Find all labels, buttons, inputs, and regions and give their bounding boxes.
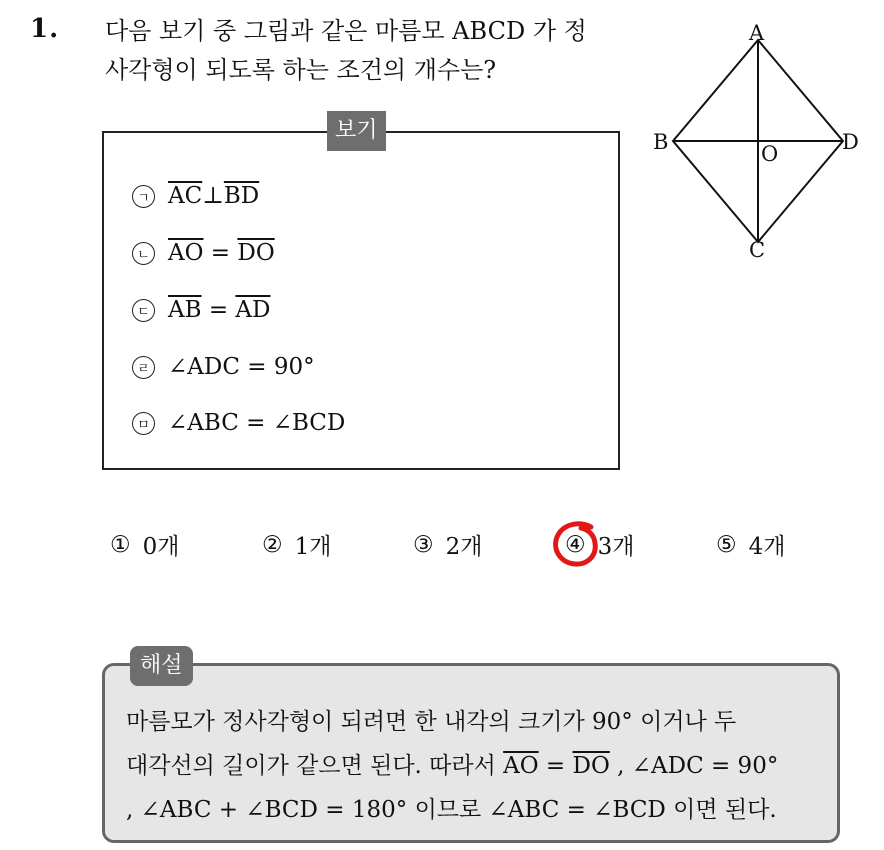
explanation-line-2-start: 대각선의 길이가 같으면 된다. 따라서	[126, 753, 504, 779]
choice-label: 3개	[597, 534, 635, 560]
equals-sign: =	[538, 753, 573, 779]
rhombus-figure	[648, 20, 868, 265]
angle-abc-bcd-condition: ∠ABC = ∠BCD	[168, 410, 346, 436]
choice-number: ③	[413, 531, 434, 558]
choice-1[interactable]	[110, 528, 179, 561]
choice-2[interactable]	[262, 528, 331, 561]
choice-label: 1개	[294, 534, 332, 560]
bogi-item-marker: ㅁ	[132, 412, 155, 435]
center-label-o: O	[761, 142, 779, 166]
bogi-item-1	[132, 183, 259, 209]
vertex-label-b: B	[653, 130, 669, 154]
bogi-item-5	[132, 410, 345, 436]
bogi-item-marker: ㄱ	[132, 185, 155, 208]
choice-number: ④	[565, 531, 586, 558]
segment-ao: $\overline{AO}$	[168, 240, 204, 266]
segment-ac: $\overline{AC}$	[168, 183, 203, 209]
explanation-text	[126, 700, 832, 832]
choice-number: ⑤	[716, 531, 737, 558]
explanation-line-3: , ∠ABC + ∠BCD = 180° 이므로 ∠ABC = ∠BCD 이면 된다.	[126, 797, 777, 823]
question-line-2: 사각형이 되도록 하는 조건의 개수는?	[105, 56, 497, 84]
equals-sign: =	[203, 240, 238, 266]
explanation-line-2	[126, 744, 832, 788]
bogi-item-marker: ㄴ	[132, 242, 155, 265]
choice-3[interactable]	[413, 528, 482, 561]
bogi-item-3	[132, 297, 270, 323]
explanation-label: 해설	[130, 646, 193, 686]
bogi-item-2	[132, 240, 275, 266]
question-text	[105, 12, 650, 90]
explanation-line-2-end: , ∠ADC = 90°	[609, 753, 779, 779]
equals-sign: =	[201, 297, 236, 323]
vertex-label-d: D	[842, 130, 859, 154]
segment-do: $\overline{DO}$	[572, 753, 610, 779]
choice-label: 4개	[748, 534, 786, 560]
vertex-label-c: C	[749, 238, 766, 262]
segment-ao: $\overline{AO}$	[503, 753, 539, 779]
vertex-label-a: A	[749, 21, 765, 45]
choice-4[interactable]	[565, 528, 634, 561]
question-number: 1.	[30, 14, 60, 44]
bogi-item-marker: ㄹ	[132, 356, 155, 379]
segment-do: $\overline{DO}$	[237, 240, 275, 266]
choice-5[interactable]	[716, 528, 785, 561]
bogi-item-4	[132, 354, 315, 380]
explanation-line-1: 마름모가 정사각형이 되려면 한 내각의 크기가 90° 이거나 두	[126, 709, 737, 735]
perpendicular-symbol: ⊥	[202, 183, 224, 209]
question-line-1: 다음 보기 중 그림과 같은 마름모 ABCD 가 정	[105, 17, 587, 45]
bogi-label: 보기	[327, 111, 386, 151]
choice-number: ①	[110, 531, 131, 558]
choice-label: 2개	[445, 534, 483, 560]
choice-number: ②	[262, 531, 283, 558]
choice-label: 0개	[142, 534, 180, 560]
segment-bd: $\overline{BD}$	[223, 183, 260, 209]
bogi-item-marker: ㄷ	[132, 299, 155, 322]
segment-ab: $\overline{AB}$	[168, 297, 202, 323]
angle-adc-condition: ∠ADC = 90°	[168, 354, 315, 380]
segment-ad: $\overline{AD}$	[235, 297, 271, 323]
